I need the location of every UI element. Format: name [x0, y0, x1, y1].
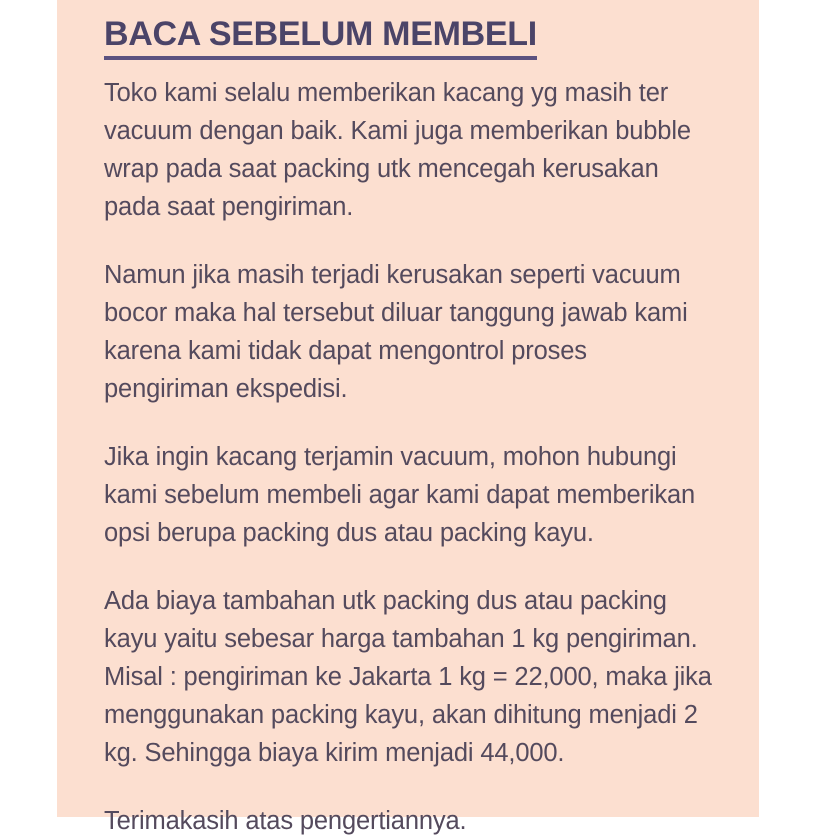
notice-body	[104, 74, 733, 840]
page-title: BACA SEBELUM MEMBELI	[104, 14, 537, 60]
notice-paragraph-3: Jika ingin kacang terjamin vacuum, mohon hubungi kami sebelum membeli agar kami dapat memberikan opsi berupa packing dus atau packing kayu.	[104, 443, 696, 548]
notice-closing-line: Terimakasih atas pengertiannya.	[104, 807, 467, 836]
notice-paragraph-1: Toko kami selalu memberikan kacang yg masih ter vacuum dengan baik. Kami juga memberikan bubble wrap pada saat packing utk mencegah kerusakan pada saat pengiriman.	[104, 79, 691, 222]
notice-paragraph-4: Ada biaya tambahan utk packing dus atau packing kayu yaitu sebesar harga tambahan 1 kg pengiriman. Misal : pengiriman ke Jakarta 1 kg = 22,000, maka jika menggunakan packing kayu, akan dihitung menjadi 2 kg. Sehingga biaya kirim menjadi 44,000.	[104, 587, 712, 768]
notice-paragraph-2: Namun jika masih terjadi kerusakan seperti vacuum bocor maka hal tersebut diluar tanggung jawab kami karena kami tidak dapat mengontrol proses pengiriman ekspedisi.	[104, 261, 688, 404]
notice-panel	[57, 0, 759, 836]
